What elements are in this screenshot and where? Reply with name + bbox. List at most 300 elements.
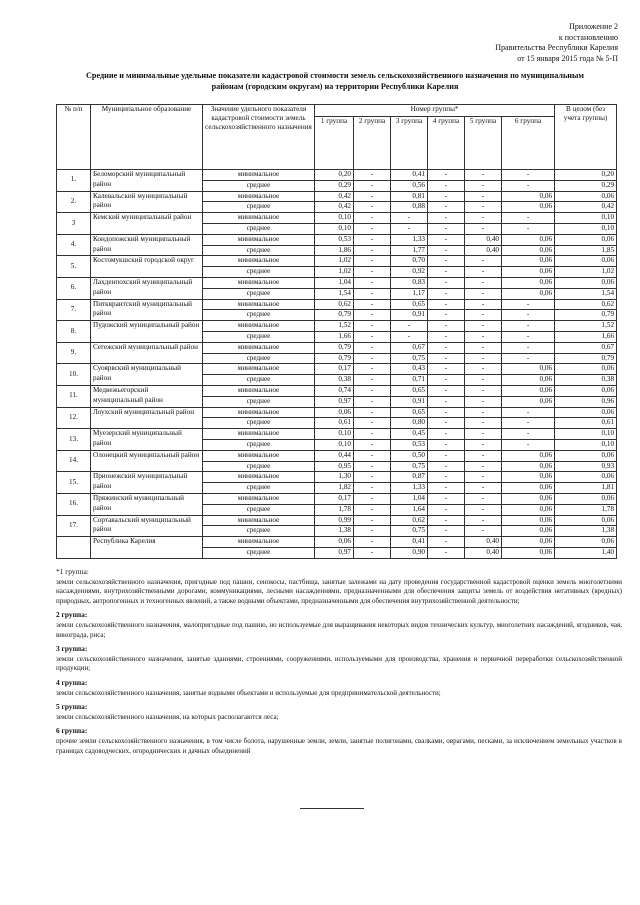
value-type-minimum: минимальное bbox=[203, 256, 315, 267]
group-6-value: 0,06 bbox=[502, 504, 555, 515]
group-2-value: - bbox=[354, 223, 391, 234]
group-2-value: - bbox=[354, 547, 391, 558]
group-2-value: - bbox=[354, 418, 391, 429]
group-5-value: - bbox=[465, 450, 502, 461]
group-4-value: - bbox=[428, 375, 465, 386]
row-number: 3 bbox=[57, 213, 91, 235]
group-2-value: - bbox=[354, 526, 391, 537]
group-1-value: 0,10 bbox=[315, 223, 354, 234]
group-6-value: - bbox=[502, 223, 555, 234]
group-3-value: 0,75 bbox=[391, 461, 428, 472]
group-3-value: 0,81 bbox=[391, 191, 428, 202]
table-row bbox=[57, 213, 617, 224]
group-5-value: - bbox=[465, 299, 502, 310]
group-3-value: 1,04 bbox=[391, 493, 428, 504]
group-5-value: 0,40 bbox=[465, 537, 502, 548]
value-type-average: среднее bbox=[203, 180, 315, 191]
group-2-value: - bbox=[354, 288, 391, 299]
group-2-value: - bbox=[354, 364, 391, 375]
group-2-value: - bbox=[354, 429, 391, 440]
group-6-value: 0,06 bbox=[502, 288, 555, 299]
group-3-value: 0,45 bbox=[391, 429, 428, 440]
group-5-value: - bbox=[465, 526, 502, 537]
group-6-value: - bbox=[502, 310, 555, 321]
group-5-value: - bbox=[465, 493, 502, 504]
municipality-name: Сегежский муниципальный район bbox=[91, 342, 203, 364]
group-2-value: - bbox=[354, 277, 391, 288]
value-type-average: среднее bbox=[203, 418, 315, 429]
note-group-6-text: прочие земли сельскохозяйственного назначения, в том числе болота, нарушенные земли, земли, занятые полигонами, свалками, оврагами, песками, за исключением земельных участков в границах садоводческих, огороднических и дачных объединений bbox=[56, 736, 622, 755]
row-number: 8. bbox=[57, 321, 91, 343]
value-type-average: среднее bbox=[203, 288, 315, 299]
group-2-value: - bbox=[354, 439, 391, 450]
group-3-value: 1,33 bbox=[391, 234, 428, 245]
value-type-average: среднее bbox=[203, 439, 315, 450]
group-3-value: 0,75 bbox=[391, 526, 428, 537]
group-6-value: 0,06 bbox=[502, 202, 555, 213]
total-value: 0,10 bbox=[555, 223, 617, 234]
group-6-value: - bbox=[502, 170, 555, 181]
group-6-value: - bbox=[502, 180, 555, 191]
value-type-average: среднее bbox=[203, 396, 315, 407]
value-type-average: среднее bbox=[203, 331, 315, 342]
group-1-value: 0,79 bbox=[315, 342, 354, 353]
group-3-value: 0,53 bbox=[391, 439, 428, 450]
group-6-value: 0,06 bbox=[502, 256, 555, 267]
group-5-value: - bbox=[465, 418, 502, 429]
row-number: 5. bbox=[57, 256, 91, 278]
table-row bbox=[57, 385, 617, 396]
col-header-group-1: 1 группа bbox=[315, 117, 354, 170]
group-3-value: 0,88 bbox=[391, 202, 428, 213]
municipality-name: Калевальский муниципальный район bbox=[91, 191, 203, 213]
group-1-value: 1,78 bbox=[315, 504, 354, 515]
group-5-value: - bbox=[465, 256, 502, 267]
table-body bbox=[57, 170, 617, 559]
value-type-average: среднее bbox=[203, 483, 315, 494]
group-2-value: - bbox=[354, 170, 391, 181]
col-header-municipality: Муниципальное образование bbox=[91, 105, 203, 170]
group-2-value: - bbox=[354, 267, 391, 278]
group-1-value: 0,97 bbox=[315, 396, 354, 407]
row-number bbox=[57, 537, 91, 559]
group-6-value: 0,06 bbox=[502, 547, 555, 558]
table-row bbox=[57, 299, 617, 310]
group-2-value: - bbox=[354, 245, 391, 256]
group-3-value: 1,64 bbox=[391, 504, 428, 515]
col-header-group-6: 6 группа bbox=[502, 117, 555, 170]
municipality-name: Пряжинский муниципальный район bbox=[91, 493, 203, 515]
group-1-value: 0,10 bbox=[315, 213, 354, 224]
municipality-name: Муезерский муниципальный район bbox=[91, 429, 203, 451]
row-number: 12. bbox=[57, 407, 91, 429]
group-1-value: 0,29 bbox=[315, 180, 354, 191]
group-4-value: - bbox=[428, 342, 465, 353]
total-value: 0,06 bbox=[555, 537, 617, 548]
value-type-average: среднее bbox=[203, 223, 315, 234]
group-6-value: 0,06 bbox=[502, 537, 555, 548]
group-1-value: 0,42 bbox=[315, 202, 354, 213]
group-2-value: - bbox=[354, 342, 391, 353]
table-row bbox=[57, 537, 617, 548]
value-type-average: среднее bbox=[203, 504, 315, 515]
group-2-value: - bbox=[354, 450, 391, 461]
value-type-minimum: минимальное bbox=[203, 472, 315, 483]
group-1-value: 1,52 bbox=[315, 321, 354, 332]
group-2-value: - bbox=[354, 234, 391, 245]
group-2-value: - bbox=[354, 375, 391, 386]
value-type-minimum: минимальное bbox=[203, 213, 315, 224]
value-type-minimum: минимальное bbox=[203, 493, 315, 504]
total-value: 0,38 bbox=[555, 375, 617, 386]
group-1-value: 1,38 bbox=[315, 526, 354, 537]
group-notes bbox=[56, 563, 622, 758]
col-header-value: Значение удельного показателя кадастровой стоимости земель сельскохозяйственного назначения bbox=[203, 105, 315, 170]
group-1-value: 0,10 bbox=[315, 439, 354, 450]
group-6-value: 0,06 bbox=[502, 515, 555, 526]
group-4-value: - bbox=[428, 353, 465, 364]
value-type-average: среднее bbox=[203, 461, 315, 472]
value-type-minimum: минимальное bbox=[203, 450, 315, 461]
group-2-value: - bbox=[354, 461, 391, 472]
total-value: 0,42 bbox=[555, 202, 617, 213]
note-group-1-text: земли сельскохозяйственного назначения, пригодные под пашни, сенокосы, пастбища, занятые залежами на дату проведения государственной кадастровой оценки земель многолетними насаждениями, внутрихозяйственными дорогами, коммуникациями, лесными насаждениями, предназначенными для обеспечения защиты земель от воздействия негативных (вредных) природных, антропогенных и техногенных явлений, а также водными объектами, предназначенными для обеспечения внутрихозяйственной деятельности; bbox=[56, 577, 622, 605]
group-3-value: 0,80 bbox=[391, 418, 428, 429]
group-1-value: 0,06 bbox=[315, 407, 354, 418]
group-4-value: - bbox=[428, 170, 465, 181]
group-5-value: - bbox=[465, 353, 502, 364]
group-1-value: 0,62 bbox=[315, 299, 354, 310]
group-6-value: 0,06 bbox=[502, 526, 555, 537]
group-5-value: - bbox=[465, 331, 502, 342]
group-5-value: - bbox=[465, 223, 502, 234]
municipality-name: Питкярантский муниципальный район bbox=[91, 299, 203, 321]
municipality-name: Кондопожский муниципальный район bbox=[91, 234, 203, 256]
group-1-value: 1,02 bbox=[315, 256, 354, 267]
group-5-value: - bbox=[465, 180, 502, 191]
appendix-line-1: Приложение 2 bbox=[569, 22, 618, 31]
group-4-value: - bbox=[428, 472, 465, 483]
table-row bbox=[57, 450, 617, 461]
total-value: 0,06 bbox=[555, 472, 617, 483]
group-4-value: - bbox=[428, 385, 465, 396]
group-3-value: 0,75 bbox=[391, 353, 428, 364]
group-1-value: 1,86 bbox=[315, 245, 354, 256]
group-1-value: 0,53 bbox=[315, 234, 354, 245]
group-4-value: - bbox=[428, 526, 465, 537]
group-3-value: 0,67 bbox=[391, 342, 428, 353]
value-type-average: среднее bbox=[203, 267, 315, 278]
group-5-value: - bbox=[465, 504, 502, 515]
total-value: 1,52 bbox=[555, 321, 617, 332]
group-6-value: 0,06 bbox=[502, 375, 555, 386]
group-4-value: - bbox=[428, 180, 465, 191]
total-value: 0,06 bbox=[555, 234, 617, 245]
group-2-value: - bbox=[354, 310, 391, 321]
appendix-header bbox=[495, 22, 618, 64]
group-5-value: - bbox=[465, 407, 502, 418]
group-4-value: - bbox=[428, 245, 465, 256]
value-type-minimum: минимальное bbox=[203, 277, 315, 288]
row-number: 7. bbox=[57, 299, 91, 321]
group-3-value: - bbox=[391, 321, 428, 332]
group-1-value: 0,17 bbox=[315, 493, 354, 504]
value-type-minimum: минимальное bbox=[203, 385, 315, 396]
row-number: 4. bbox=[57, 234, 91, 256]
note-group-5-text: земли сельскохозяйственного назначения, на которых располагаются леса; bbox=[56, 712, 279, 721]
group-3-value: 0,41 bbox=[391, 537, 428, 548]
group-4-value: - bbox=[428, 429, 465, 440]
value-type-minimum: минимальное bbox=[203, 342, 315, 353]
value-type-average: среднее bbox=[203, 526, 315, 537]
group-4-value: - bbox=[428, 223, 465, 234]
group-3-value: 0,92 bbox=[391, 267, 428, 278]
table-row bbox=[57, 234, 617, 245]
group-2-value: - bbox=[354, 321, 391, 332]
total-value: 0,29 bbox=[555, 180, 617, 191]
municipality-name: Олонецкий муниципальный район bbox=[91, 450, 203, 472]
group-2-value: - bbox=[354, 191, 391, 202]
group-1-value: 1,66 bbox=[315, 331, 354, 342]
group-4-value: - bbox=[428, 202, 465, 213]
table-row bbox=[57, 170, 617, 181]
group-2-value: - bbox=[354, 385, 391, 396]
cadastral-value-table bbox=[56, 104, 617, 559]
group-1-value: 0,74 bbox=[315, 385, 354, 396]
group-6-value: - bbox=[502, 213, 555, 224]
group-4-value: - bbox=[428, 450, 465, 461]
group-5-value: - bbox=[465, 170, 502, 181]
col-header-group-4: 4 группа bbox=[428, 117, 465, 170]
total-value: 1,54 bbox=[555, 288, 617, 299]
title-line-2: районам (городским округам) на территории Республики Карелия bbox=[211, 82, 459, 91]
table-row bbox=[57, 472, 617, 483]
note-group-4-title: 4 группа: bbox=[56, 677, 88, 687]
total-value: 0,93 bbox=[555, 461, 617, 472]
total-value: 0,79 bbox=[555, 353, 617, 364]
group-1-value: 0,97 bbox=[315, 547, 354, 558]
group-4-value: - bbox=[428, 396, 465, 407]
value-type-minimum: минимальное bbox=[203, 191, 315, 202]
group-5-value: - bbox=[465, 483, 502, 494]
table-row bbox=[57, 429, 617, 440]
value-type-minimum: минимальное bbox=[203, 170, 315, 181]
group-6-value: 0,06 bbox=[502, 364, 555, 375]
group-6-value: - bbox=[502, 418, 555, 429]
group-1-value: 0,20 bbox=[315, 170, 354, 181]
group-3-value: 0,41 bbox=[391, 170, 428, 181]
group-5-value: - bbox=[465, 342, 502, 353]
value-type-minimum: минимальное bbox=[203, 299, 315, 310]
group-3-value: 0,65 bbox=[391, 407, 428, 418]
group-3-value: 0,65 bbox=[391, 299, 428, 310]
value-type-minimum: минимальное bbox=[203, 234, 315, 245]
group-3-value: 0,91 bbox=[391, 396, 428, 407]
group-5-value: - bbox=[465, 191, 502, 202]
value-type-average: среднее bbox=[203, 245, 315, 256]
row-number: 11. bbox=[57, 385, 91, 407]
group-1-value: 0,38 bbox=[315, 375, 354, 386]
group-1-value: 0,06 bbox=[315, 537, 354, 548]
value-type-minimum: минимальное bbox=[203, 407, 315, 418]
total-value: 0,10 bbox=[555, 439, 617, 450]
group-2-value: - bbox=[354, 407, 391, 418]
value-type-minimum: минимальное bbox=[203, 537, 315, 548]
group-4-value: - bbox=[428, 407, 465, 418]
group-5-value: - bbox=[465, 213, 502, 224]
total-value: 0,06 bbox=[555, 385, 617, 396]
table-row bbox=[57, 493, 617, 504]
group-4-value: - bbox=[428, 547, 465, 558]
total-value: 0,79 bbox=[555, 310, 617, 321]
municipality-name: Республика Карелия bbox=[91, 537, 203, 559]
group-2-value: - bbox=[354, 504, 391, 515]
total-value: 0,06 bbox=[555, 407, 617, 418]
total-value: 0,06 bbox=[555, 256, 617, 267]
group-2-value: - bbox=[354, 256, 391, 267]
group-4-value: - bbox=[428, 256, 465, 267]
table-row bbox=[57, 515, 617, 526]
group-6-value: - bbox=[502, 353, 555, 364]
group-6-value: - bbox=[502, 331, 555, 342]
value-type-minimum: минимальное bbox=[203, 429, 315, 440]
municipality-name: Прионежский муниципальный район bbox=[91, 472, 203, 494]
municipality-name: Костомукшский городской округ bbox=[91, 256, 203, 278]
note-group-5-title: 5 группа: bbox=[56, 702, 88, 712]
row-number: 13. bbox=[57, 429, 91, 451]
group-4-value: - bbox=[428, 461, 465, 472]
row-number: 9. bbox=[57, 342, 91, 364]
value-type-minimum: минимальное bbox=[203, 321, 315, 332]
total-value: 1,02 bbox=[555, 267, 617, 278]
group-5-value: - bbox=[465, 202, 502, 213]
group-4-value: - bbox=[428, 267, 465, 278]
note-group-3-title: 3 группа: bbox=[56, 644, 88, 654]
total-value: 0,06 bbox=[555, 277, 617, 288]
group-4-value: - bbox=[428, 504, 465, 515]
group-4-value: - bbox=[428, 310, 465, 321]
group-4-value: - bbox=[428, 439, 465, 450]
group-3-value: 0,90 bbox=[391, 547, 428, 558]
group-3-value: 1,17 bbox=[391, 288, 428, 299]
group-3-value: 1,77 bbox=[391, 245, 428, 256]
value-type-average: среднее bbox=[203, 202, 315, 213]
group-1-value: 1,54 bbox=[315, 288, 354, 299]
group-1-value: 0,79 bbox=[315, 353, 354, 364]
total-value: 0,96 bbox=[555, 396, 617, 407]
note-group-3-text: земли сельскохозяйственного назначения, занятые зданиями, строениями, сооружениями, используемыми для производства, хранения и первичной переработки сельскохозяйственной продукции; bbox=[56, 654, 622, 673]
total-value: 0,06 bbox=[555, 450, 617, 461]
group-6-value: - bbox=[502, 342, 555, 353]
table-row bbox=[57, 277, 617, 288]
appendix-line-4: от 15 января 2015 года № 5-П bbox=[517, 53, 618, 63]
value-type-average: среднее bbox=[203, 547, 315, 558]
municipality-name: Сортавальский муниципальный район bbox=[91, 515, 203, 537]
end-separator bbox=[300, 808, 364, 809]
group-6-value: - bbox=[502, 407, 555, 418]
group-4-value: - bbox=[428, 288, 465, 299]
group-6-value: - bbox=[502, 439, 555, 450]
group-4-value: - bbox=[428, 321, 465, 332]
group-6-value: 0,06 bbox=[502, 450, 555, 461]
group-2-value: - bbox=[354, 472, 391, 483]
col-header-number: № п/п bbox=[57, 105, 91, 170]
group-3-value: 0,65 bbox=[391, 385, 428, 396]
municipality-name: Медвежьегорский муниципальный район bbox=[91, 385, 203, 407]
note-group-2-text: земли сельскохозяйственного назначения, малопригодные под пашню, но используемые для выращивания некоторых видов технических культур, многолетних насаждений, ягодников, чая, винограда, риса; bbox=[56, 620, 622, 639]
row-number: 17. bbox=[57, 515, 91, 537]
table-row bbox=[57, 191, 617, 202]
total-value: 0,67 bbox=[555, 342, 617, 353]
group-1-value: 0,95 bbox=[315, 461, 354, 472]
group-6-value: 0,06 bbox=[502, 267, 555, 278]
group-3-value: 0,43 bbox=[391, 364, 428, 375]
group-6-value: - bbox=[502, 299, 555, 310]
footnote-separator bbox=[56, 558, 138, 559]
group-6-value: - bbox=[502, 429, 555, 440]
group-1-value: 0,99 bbox=[315, 515, 354, 526]
group-2-value: - bbox=[354, 396, 391, 407]
group-4-value: - bbox=[428, 493, 465, 504]
group-2-value: - bbox=[354, 493, 391, 504]
group-3-value: 1,33 bbox=[391, 483, 428, 494]
group-2-value: - bbox=[354, 299, 391, 310]
group-1-value: 0,42 bbox=[315, 191, 354, 202]
group-3-value: - bbox=[391, 331, 428, 342]
total-value: 1,78 bbox=[555, 504, 617, 515]
group-3-value: 0,91 bbox=[391, 310, 428, 321]
group-5-value: 0,40 bbox=[465, 234, 502, 245]
group-5-value: - bbox=[465, 277, 502, 288]
total-value: 1,81 bbox=[555, 483, 617, 494]
group-4-value: - bbox=[428, 364, 465, 375]
group-5-value: - bbox=[465, 429, 502, 440]
group-1-value: 0,61 bbox=[315, 418, 354, 429]
group-2-value: - bbox=[354, 483, 391, 494]
row-number: 14. bbox=[57, 450, 91, 472]
group-5-value: - bbox=[465, 396, 502, 407]
group-1-value: 1,82 bbox=[315, 483, 354, 494]
group-2-value: - bbox=[354, 331, 391, 342]
group-1-value: 0,79 bbox=[315, 310, 354, 321]
col-header-total: В целом (без учета группы) bbox=[555, 105, 617, 170]
group-3-value: 0,70 bbox=[391, 256, 428, 267]
group-4-value: - bbox=[428, 277, 465, 288]
group-5-value: 0,40 bbox=[465, 245, 502, 256]
col-header-group-5: 5 группа bbox=[465, 117, 502, 170]
group-1-value: 0,17 bbox=[315, 364, 354, 375]
group-3-value: - bbox=[391, 213, 428, 224]
group-6-value: 0,06 bbox=[502, 472, 555, 483]
group-6-value: 0,06 bbox=[502, 245, 555, 256]
group-2-value: - bbox=[354, 353, 391, 364]
group-4-value: - bbox=[428, 213, 465, 224]
group-2-value: - bbox=[354, 180, 391, 191]
group-1-value: 0,10 bbox=[315, 429, 354, 440]
note-group-4-text: земли сельскохозяйственного назначения, занятые водными объектами и используемые для предпринимательской деятельности; bbox=[56, 688, 441, 697]
group-3-value: 0,83 bbox=[391, 277, 428, 288]
table-row bbox=[57, 321, 617, 332]
total-value: 1,38 bbox=[555, 526, 617, 537]
municipality-name: Суоярвский муниципальный район bbox=[91, 364, 203, 386]
group-4-value: - bbox=[428, 191, 465, 202]
municipality-name: Беломорский муниципальный район bbox=[91, 170, 203, 192]
group-3-value: 0,56 bbox=[391, 180, 428, 191]
total-value: 0,62 bbox=[555, 299, 617, 310]
value-type-average: среднее bbox=[203, 375, 315, 386]
group-4-value: - bbox=[428, 234, 465, 245]
group-5-value: 0,40 bbox=[465, 547, 502, 558]
